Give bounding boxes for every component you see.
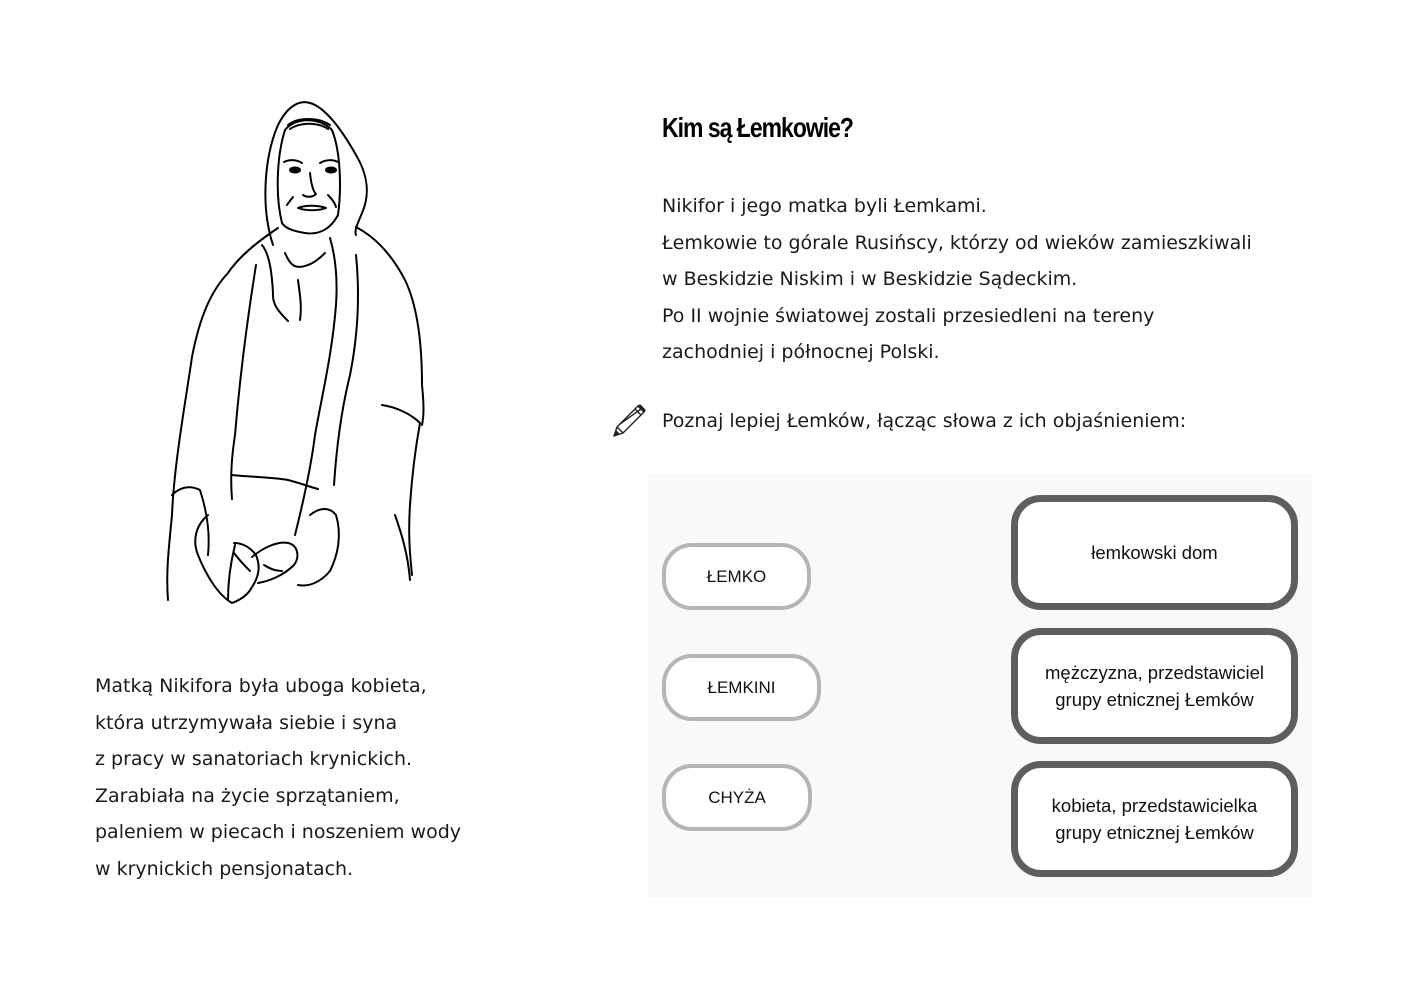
intro-line: Po II wojnie światowej zostali przesiedleni na tereny [662,304,1155,327]
caption-line: Matką Nikifora była uboga kobieta, [95,675,427,697]
intro-paragraph [662,188,1252,371]
face-outline [278,120,340,233]
mouth [298,206,326,211]
eyebrow-left [284,160,302,163]
definition-line: grupy etnicznej Łemków [1055,689,1254,710]
sleeve-right [382,405,420,575]
caption-line: paleniem w piecach i noszeniem wody [95,821,462,843]
definition-man[interactable] [1011,628,1298,744]
eye-left [290,168,300,173]
intro-line: Nikifor i jego matka byli Łemkami. [662,195,987,217]
term-lemko[interactable]: ŁEMKO [662,543,811,610]
mother-caption [95,668,555,887]
mother-illustration [160,95,430,610]
definition-line: kobieta, przedstawicielka [1051,795,1258,816]
eyebrow-right [320,160,338,163]
definition-line: łemkowski dom [1091,542,1218,563]
intro-line: Łemkowie to górale Rusińscy, którzy od wieków zamieszkiwali [662,231,1252,254]
definition-woman[interactable] [1011,761,1298,877]
definition-line: grupy etnicznej Łemków [1055,822,1254,843]
term-chyza[interactable]: CHYŻA [662,764,812,831]
pencil-icon [610,402,648,440]
collar [285,253,325,267]
caption-line: Zarabiała na życie sprzątaniem, [95,784,400,807]
definition-house[interactable] [1011,495,1298,610]
caption-line: z pracy w sanatoriach krynickich. [95,748,413,770]
matching-exercise [648,474,1312,898]
nose [303,173,316,197]
definition-line: mężczyzna, przedstawiciel [1045,662,1264,683]
hands [195,515,258,603]
caption-line: w krynickich pensjonatach. [95,857,354,880]
task-instruction [610,402,1186,440]
page-title: Kim są Łemkowie? [662,112,853,143]
task-text: Poznaj lepiej Łemków, łącząc słowa z ich objaśnieniem: [662,410,1187,432]
intro-line: w Beskidzie Niskim i w Beskidzie Sądeckim. [662,268,1078,290]
shawl [167,228,278,600]
eye-right [326,168,336,173]
caption-line: która utrzymywała siebie i syna [95,711,398,734]
term-lemkini[interactable]: ŁEMKINI [662,654,821,721]
intro-line: zachodniej i północnej Polski. [662,341,940,363]
